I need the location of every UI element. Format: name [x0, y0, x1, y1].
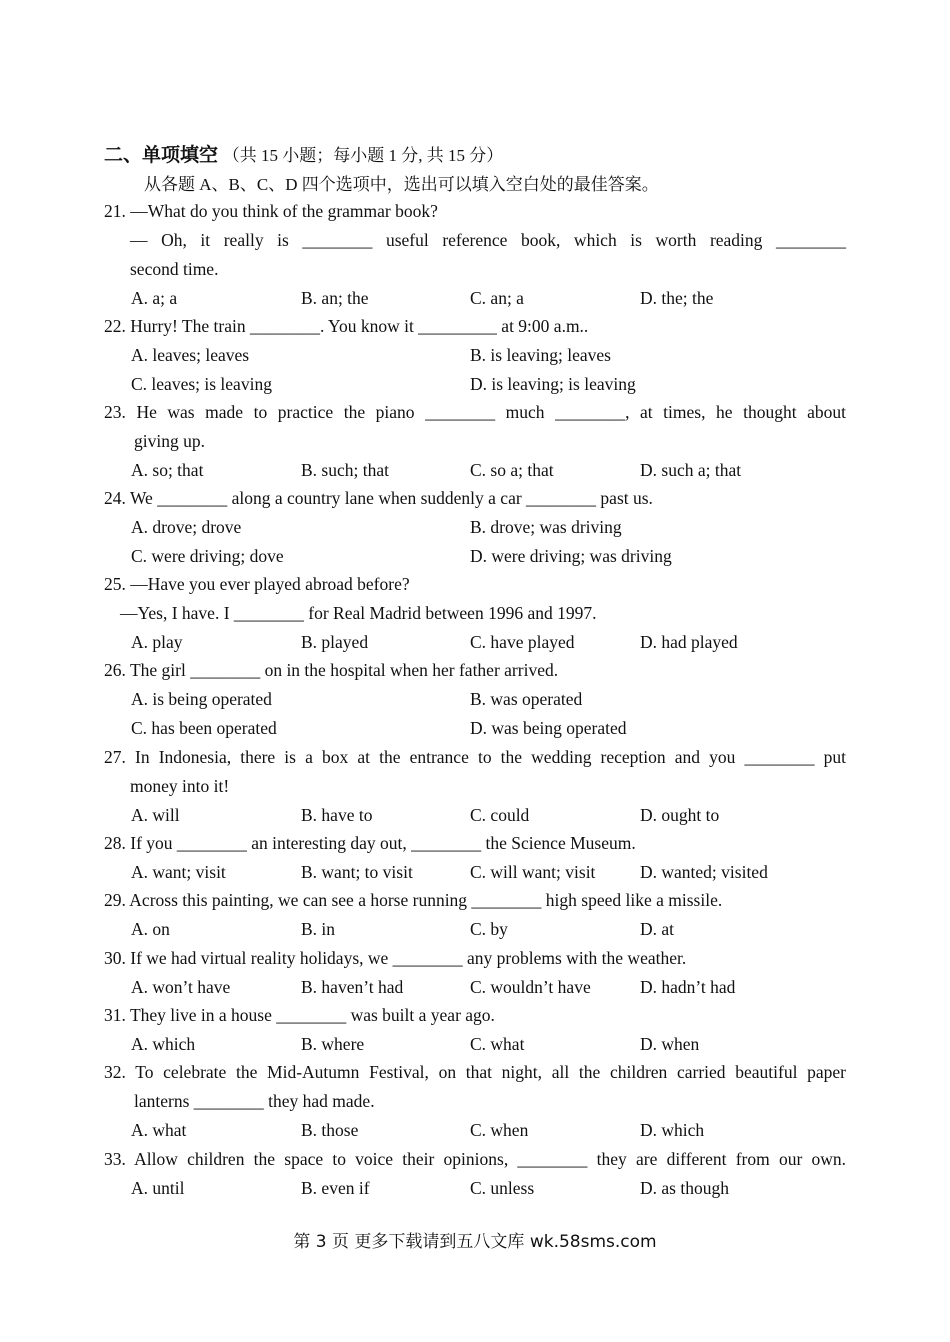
option-b[interactable]: B. is leaving; leaves — [470, 345, 611, 365]
question-text-cont: —Yes, I have. I ________ for Real Madrid between 1996 and 1997. — [120, 603, 597, 623]
question-stem — [104, 886, 846, 915]
option-d[interactable]: D. is leaving; is leaving — [470, 374, 636, 394]
question-text: We ________ along a country lane when suddenly a car ________ past us. — [129, 488, 653, 508]
option-b[interactable]: B. even if — [301, 1178, 370, 1198]
options-row — [104, 685, 846, 714]
option-c[interactable]: C. leaves; is leaving — [131, 374, 272, 394]
option-c[interactable]: C. an; a — [470, 288, 524, 308]
question-29 — [104, 886, 846, 944]
question-23 — [104, 398, 846, 485]
option-d[interactable]: D. at — [640, 919, 675, 939]
option-b[interactable]: B. those — [301, 1120, 359, 1140]
question-22 — [104, 312, 846, 399]
option-a[interactable]: A. a; a — [131, 288, 178, 308]
option-a[interactable]: A. drove; drove — [131, 517, 242, 537]
options-row — [104, 513, 846, 542]
options-row — [104, 370, 846, 399]
options-row — [104, 714, 846, 743]
option-a[interactable]: A. which — [131, 1034, 196, 1054]
option-b[interactable]: B. want; to visit — [301, 862, 413, 882]
question-text: Across this painting, we can see a horse running ________ high speed like a missile. — [129, 890, 723, 910]
question-text: To celebrate the Mid-Autumn Festival, on that night, all the children carried beautiful paper — [135, 1062, 846, 1082]
question-32 — [104, 1058, 846, 1145]
question-number: 24. — [104, 488, 126, 508]
section-score-note: （共 15 小题；每小题 1 分, 共 15 分） — [222, 146, 504, 165]
option-c[interactable]: C. what — [470, 1034, 525, 1054]
question-text-cont: second time. — [130, 259, 219, 279]
option-c[interactable]: C. has been operated — [131, 718, 277, 738]
option-a[interactable]: A. want; visit — [131, 862, 226, 882]
option-b[interactable]: B. drove; was driving — [470, 517, 622, 537]
option-d[interactable]: D. when — [640, 1034, 700, 1054]
option-c[interactable]: C. have played — [470, 632, 575, 652]
question-number: 31. — [104, 1005, 126, 1025]
option-a[interactable]: A. on — [131, 919, 170, 939]
question-stem — [104, 829, 846, 858]
option-b[interactable]: B. an; the — [301, 288, 369, 308]
option-a[interactable]: A. will — [131, 805, 180, 825]
question-text-cont: lanterns ________ they had made. — [134, 1091, 375, 1111]
question-text-cont: giving up. — [134, 431, 205, 451]
question-25 — [104, 570, 846, 657]
question-28 — [104, 829, 846, 887]
question-text: In Indonesia, there is a box at the entrance to the wedding reception and you ________ put — [135, 747, 846, 767]
question-text: He was made to practice the piano ________ much ________, at times, he thought about — [136, 402, 846, 422]
option-c[interactable]: C. could — [470, 805, 530, 825]
question-24 — [104, 484, 846, 571]
options-row — [104, 801, 846, 830]
question-text: Allow children the space to voice their opinions, ________ they are different from our own. — [134, 1149, 846, 1169]
question-21 — [104, 197, 846, 313]
question-number: 32. — [104, 1062, 126, 1082]
section-heading: 二、单项填空 — [104, 145, 219, 166]
option-d[interactable]: D. ought to — [640, 805, 720, 825]
section-title — [104, 140, 503, 167]
option-c[interactable]: C. by — [470, 919, 508, 939]
option-a[interactable]: A. is being operated — [131, 689, 272, 709]
question-text: —Have you ever played abroad before? — [130, 574, 410, 594]
options-row — [104, 858, 846, 887]
question-number: 29. — [104, 890, 126, 910]
option-d[interactable]: D. the; the — [640, 288, 714, 308]
option-b[interactable]: B. haven’t had — [301, 977, 404, 997]
question-text: —What do you think of the grammar book? — [130, 201, 438, 221]
question-stem — [104, 1145, 846, 1174]
option-c[interactable]: C. wouldn’t have — [470, 977, 591, 997]
option-b[interactable]: B. in — [301, 919, 336, 939]
option-a[interactable]: A. so; that — [131, 460, 204, 480]
section-instruction: 从各题 A、B、C、D 四个选项中，选出可以填入空白处的最佳答案。 — [144, 175, 659, 194]
question-number: 33. — [104, 1149, 126, 1169]
question-31 — [104, 1001, 846, 1059]
option-b[interactable]: B. such; that — [301, 460, 389, 480]
question-26 — [104, 656, 846, 743]
question-text: Hurry! The train ________. You know it _________ at 9:00 a.m.. — [130, 316, 589, 336]
option-d[interactable]: D. was being operated — [470, 718, 627, 738]
option-c[interactable]: C. when — [470, 1120, 529, 1140]
question-number: 27. — [104, 747, 126, 767]
question-number: 23. — [104, 402, 126, 422]
question-text: If we had virtual reality holidays, we ________ any problems with the weather. — [130, 948, 687, 968]
question-number: 26. — [104, 660, 126, 680]
options-row — [104, 1174, 846, 1203]
question-number: 30. — [104, 948, 126, 968]
question-stem — [104, 312, 846, 341]
option-d[interactable]: D. hadn’t had — [640, 977, 736, 997]
options-row — [104, 1116, 846, 1145]
question-stem — [104, 570, 846, 599]
question-text: The girl ________ on in the hospital when her father arrived. — [129, 660, 559, 680]
question-text-cont: money into it! — [130, 776, 230, 796]
question-33 — [104, 1145, 846, 1203]
option-c[interactable]: C. unless — [470, 1178, 535, 1198]
page-footer: 第 3 页 更多下载请到五八文库 wk.58sms.com — [293, 1232, 657, 1252]
option-d[interactable]: D. such a; that — [640, 460, 742, 480]
option-d[interactable]: D. which — [640, 1120, 705, 1140]
options-row — [104, 341, 846, 370]
option-d[interactable]: D. were driving; was driving — [470, 546, 672, 566]
option-d[interactable]: D. had played — [640, 632, 738, 652]
option-a[interactable]: A. play — [131, 632, 183, 652]
options-row — [104, 1030, 846, 1059]
options-row — [104, 284, 846, 313]
question-30 — [104, 944, 846, 1002]
options-row — [104, 456, 846, 485]
option-a[interactable]: A. won’t have — [131, 977, 231, 997]
question-stem — [104, 398, 846, 427]
question-stem — [104, 484, 846, 513]
option-c[interactable]: C. will want; visit — [470, 862, 596, 882]
question-stem — [104, 197, 846, 226]
question-text: They live in a house ________ was built a year ago. — [129, 1005, 495, 1025]
question-number: 25. — [104, 574, 126, 594]
question-stem — [104, 1058, 846, 1087]
question-number: 28. — [104, 833, 126, 853]
options-row — [104, 915, 846, 944]
option-c[interactable]: C. so a; that — [470, 460, 554, 480]
question-27 — [104, 743, 846, 830]
option-b[interactable]: B. have to — [301, 805, 373, 825]
question-stem — [104, 944, 846, 973]
question-stem — [104, 656, 846, 685]
question-text-cont: — Oh, it really is ________ useful reference book, which is worth reading ________ — [130, 230, 846, 250]
option-a[interactable]: A. until — [131, 1178, 185, 1198]
option-a[interactable]: A. leaves; leaves — [131, 345, 250, 365]
option-c[interactable]: C. were driving; dove — [131, 546, 284, 566]
option-b[interactable]: B. where — [301, 1034, 365, 1054]
question-stem — [104, 1001, 846, 1030]
option-b[interactable]: B. was operated — [470, 689, 583, 709]
question-number: 21. — [104, 201, 126, 221]
option-b[interactable]: B. played — [301, 632, 369, 652]
options-row — [104, 628, 846, 657]
option-d[interactable]: D. as though — [640, 1178, 729, 1198]
option-d[interactable]: D. wanted; visited — [640, 862, 768, 882]
option-a[interactable]: A. what — [131, 1120, 187, 1140]
options-row — [104, 542, 846, 571]
question-text: If you ________ an interesting day out, ________ the Science Museum. — [130, 833, 636, 853]
question-number: 22. — [104, 316, 126, 336]
question-stem — [104, 743, 846, 772]
options-row — [104, 973, 846, 1002]
